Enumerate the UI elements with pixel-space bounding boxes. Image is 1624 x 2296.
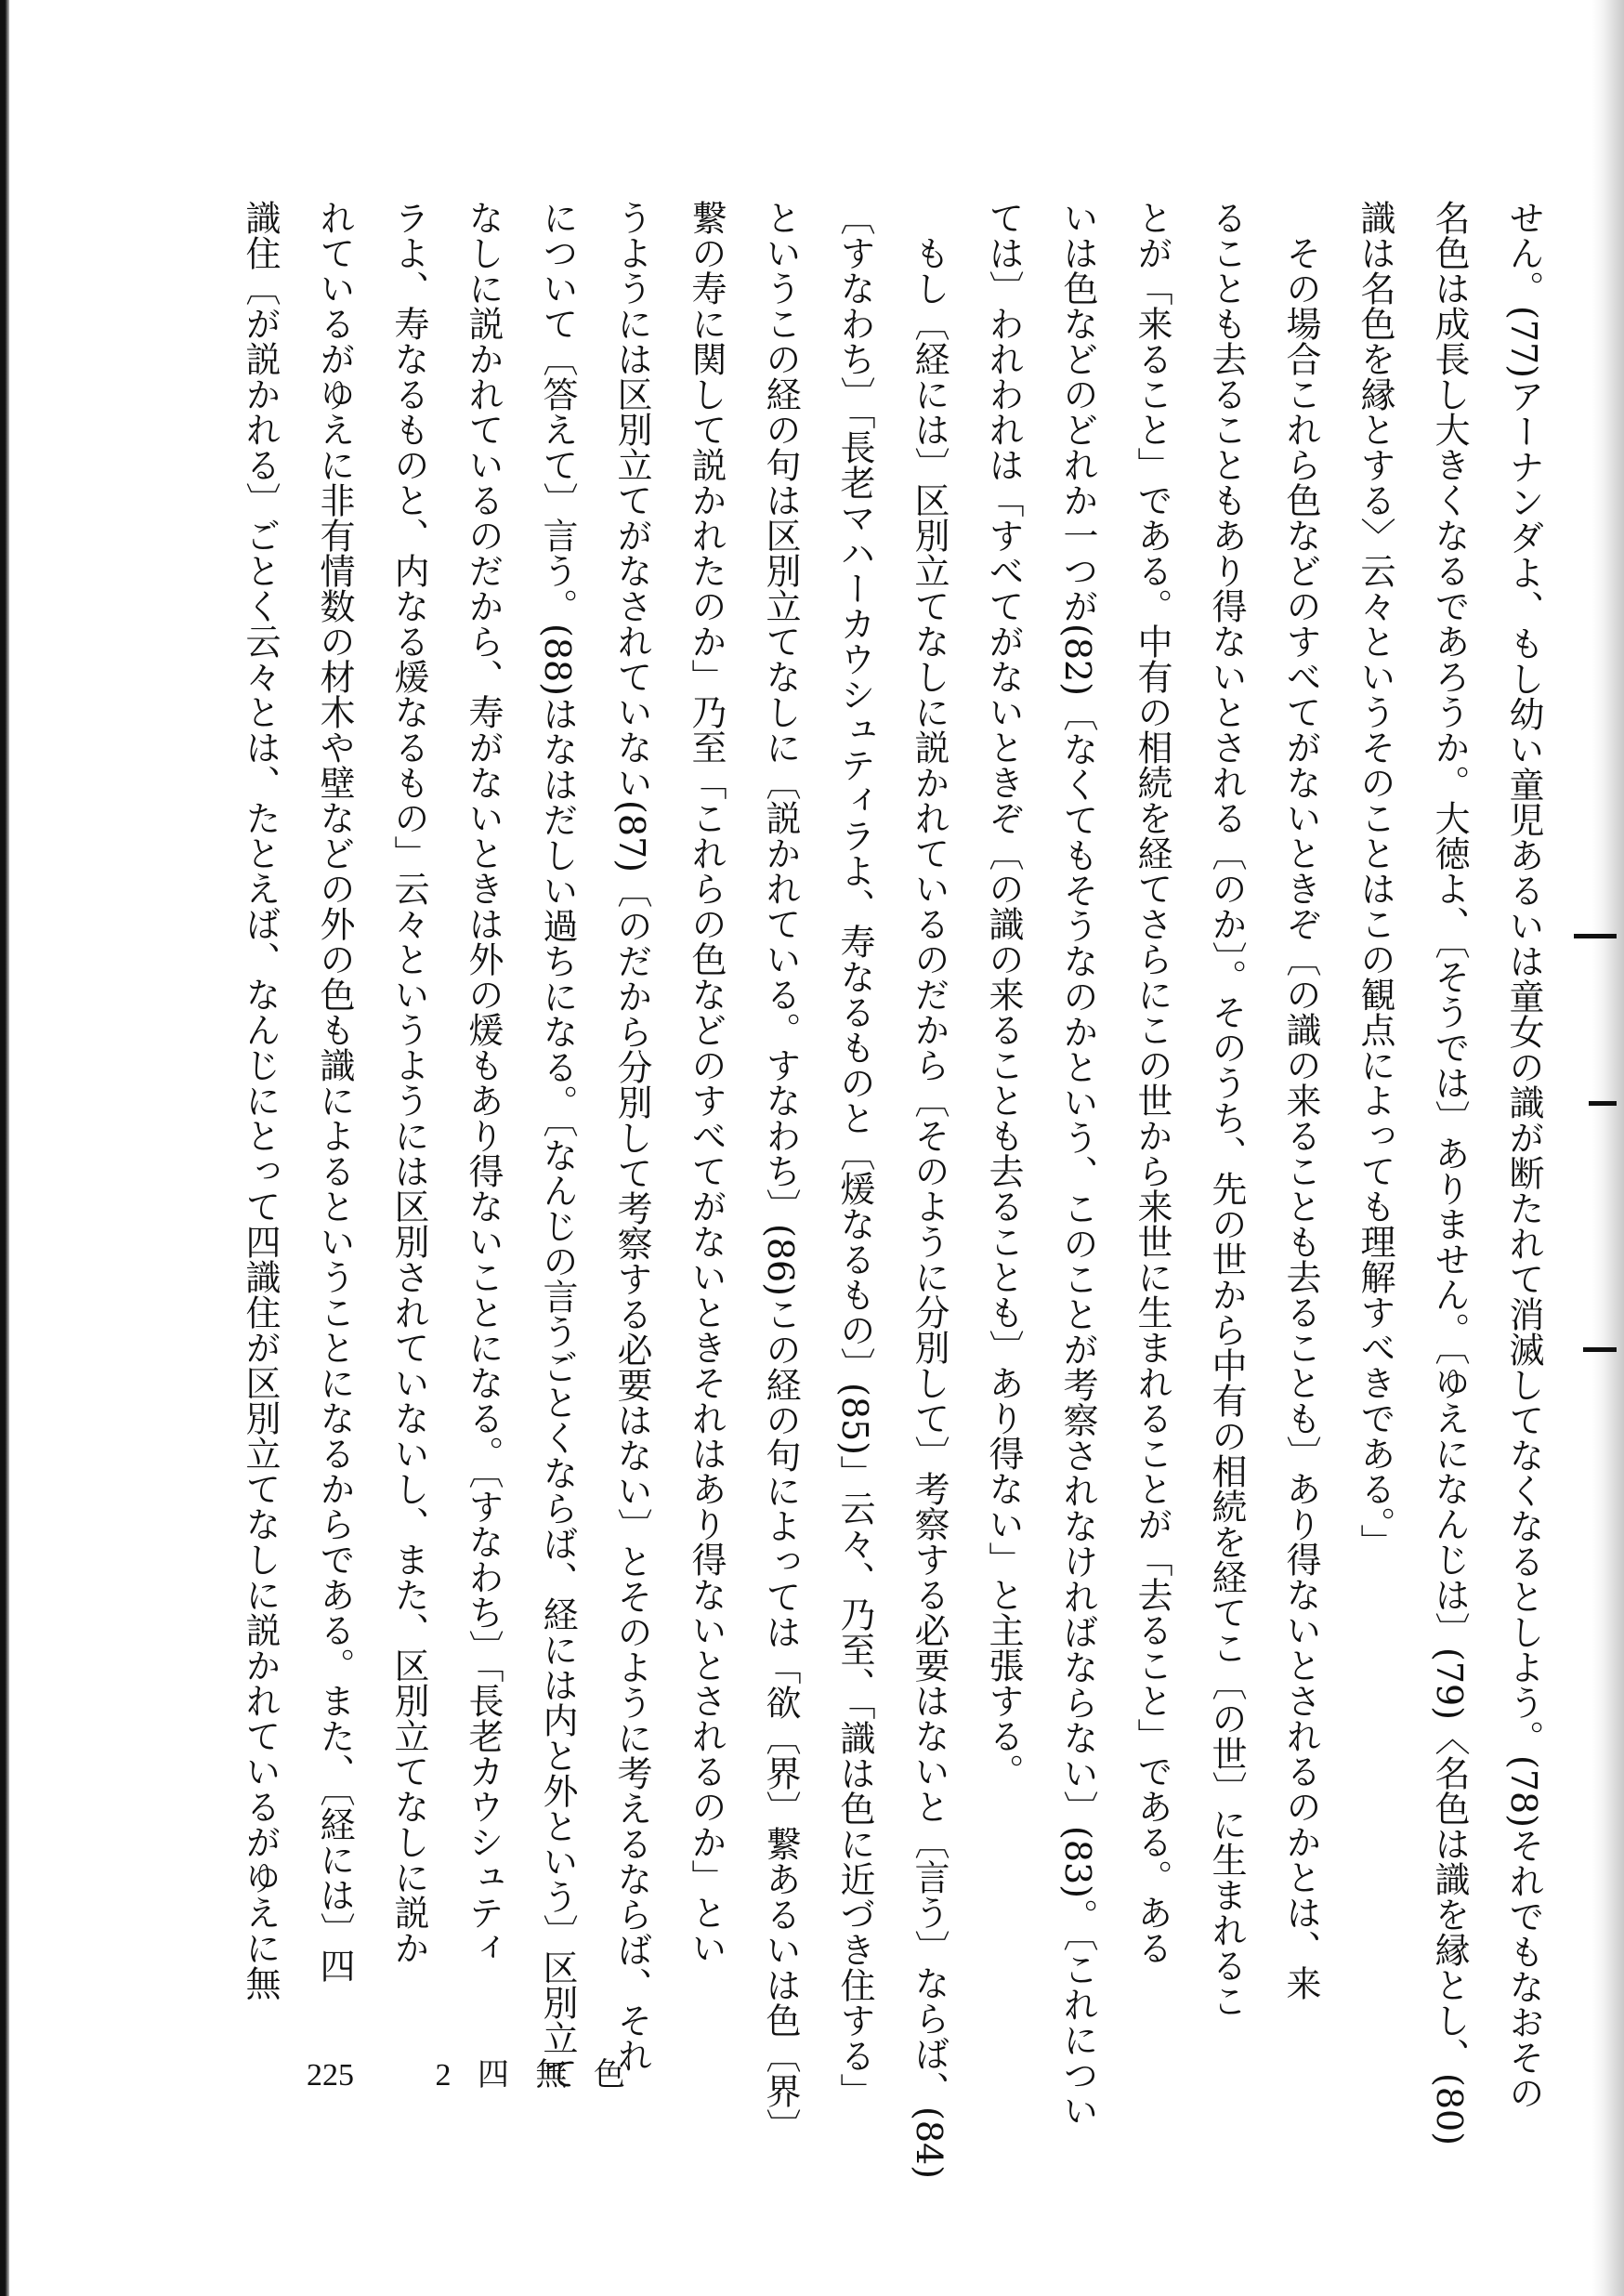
text-line-12: 繋の寿に関して説かれたのか」乃至「これらの色などのすべてがないときそれはあり得ないとされるのか」とい — [686, 200, 727, 1965]
text-line-2: 名色は成長し大きくなるであろうか。大徳よ、〔そうでは〕ありません。〔ゆえになんじは〕(79)〈名色は識を縁とし、(80) — [1429, 200, 1470, 2146]
edge-mark — [1583, 1347, 1617, 1352]
text-line-16: ラよ、寿なるものと、内なる煖なるもの」云々というようには区別されていないし、また、区別立てなしに説か — [388, 200, 429, 1965]
text-line-7: いは色などのどれか一つが(82)〔なくてもそうなのかという、このことが考察されなければならない〕(83)。〔これについ — [1057, 200, 1098, 2129]
text-line-15: なしに説かれているのだから、寿がないときは外の煖もあり得ないことになる。〔すなわち〕「長老カウシュティ — [463, 200, 504, 1965]
text-line-11: というこの経の句は区別立てなしに〔説かれている。すなわち〕(86)この経の句によっては「欲〔界〕繋あるいは色〔界〕 — [760, 200, 801, 2145]
edge-mark — [1574, 934, 1617, 938]
text-line-10: 〔すなわち〕「長老マハーカウシュティラよ、寿なるものと〔煖なるもの〕(85)」云々、乃至、「識は色に近づき住する」 — [834, 200, 875, 2109]
text-line-4: その場合これら色などのすべてがないときぞ〔の識の来ることも去ることも〕あり得ないとされるのかとは、来 — [1280, 235, 1321, 2001]
edge-mark — [1589, 1101, 1617, 1106]
text-line-5: ることも去ることもあり得ないとされる〔のか〕。そのうち、先の世から中有の相続を経てこ〔の世〕に生まれるこ — [1206, 200, 1247, 2018]
text-line-17: れているがゆえに非有情数の材木や壁などの外の色も識によるということになるからである。また、〔経には〕四 — [314, 200, 355, 1983]
page-footer — [307, 2049, 635, 2094]
page-number: 225 — [307, 2058, 354, 2093]
text-line-13: うようには区別立てがなされていない(87)〔のだから分別して考察する必要はない〕とそのように考えるならば、それ — [611, 200, 652, 2074]
text-line-6: とが「来ること」である。中有の相続を経てさらにこの世から来世に生まれることが「去ること」である。ある — [1132, 200, 1172, 1965]
page-gutter-shadow — [0, 0, 9, 2296]
text-line-18: 識住〔が説かれる〕ごとく云々とは、たとえば、なんじにとって四識住が区別立てなしに説かれているがゆえに無 — [240, 200, 281, 2001]
text-line-9: もし〔経には〕区別立てなしに説かれているのだから〔そのように分別して〕考察する必要はないと〔言う〕ならば、(84) — [909, 235, 950, 2180]
page-edge-shadow — [1592, 0, 1624, 2296]
text-line-8: ては〕われわれは「すべてがないときぞ〔の識の来ることも去ることも〕あり得ない」と主張する。 — [983, 200, 1024, 1789]
text-line-3: 識は名色を縁とする〉云々というそのことはこの観点によっても理解すべきである。」 — [1355, 200, 1395, 1559]
chapter-title: 2 四 無 色 — [435, 2058, 635, 2093]
text-line-1: せん。(77)アーナンダよ、もし幼い童児あるいは童女の識が断たれて消滅してなくなるとしよう。(78)それでもなおその — [1503, 200, 1544, 2111]
text-line-14: について〔答えて〕言う。(88)はなはだしい過ちになる。〔なんじの言うごとくならば、経には内と外という〕区別立て — [537, 200, 578, 2092]
